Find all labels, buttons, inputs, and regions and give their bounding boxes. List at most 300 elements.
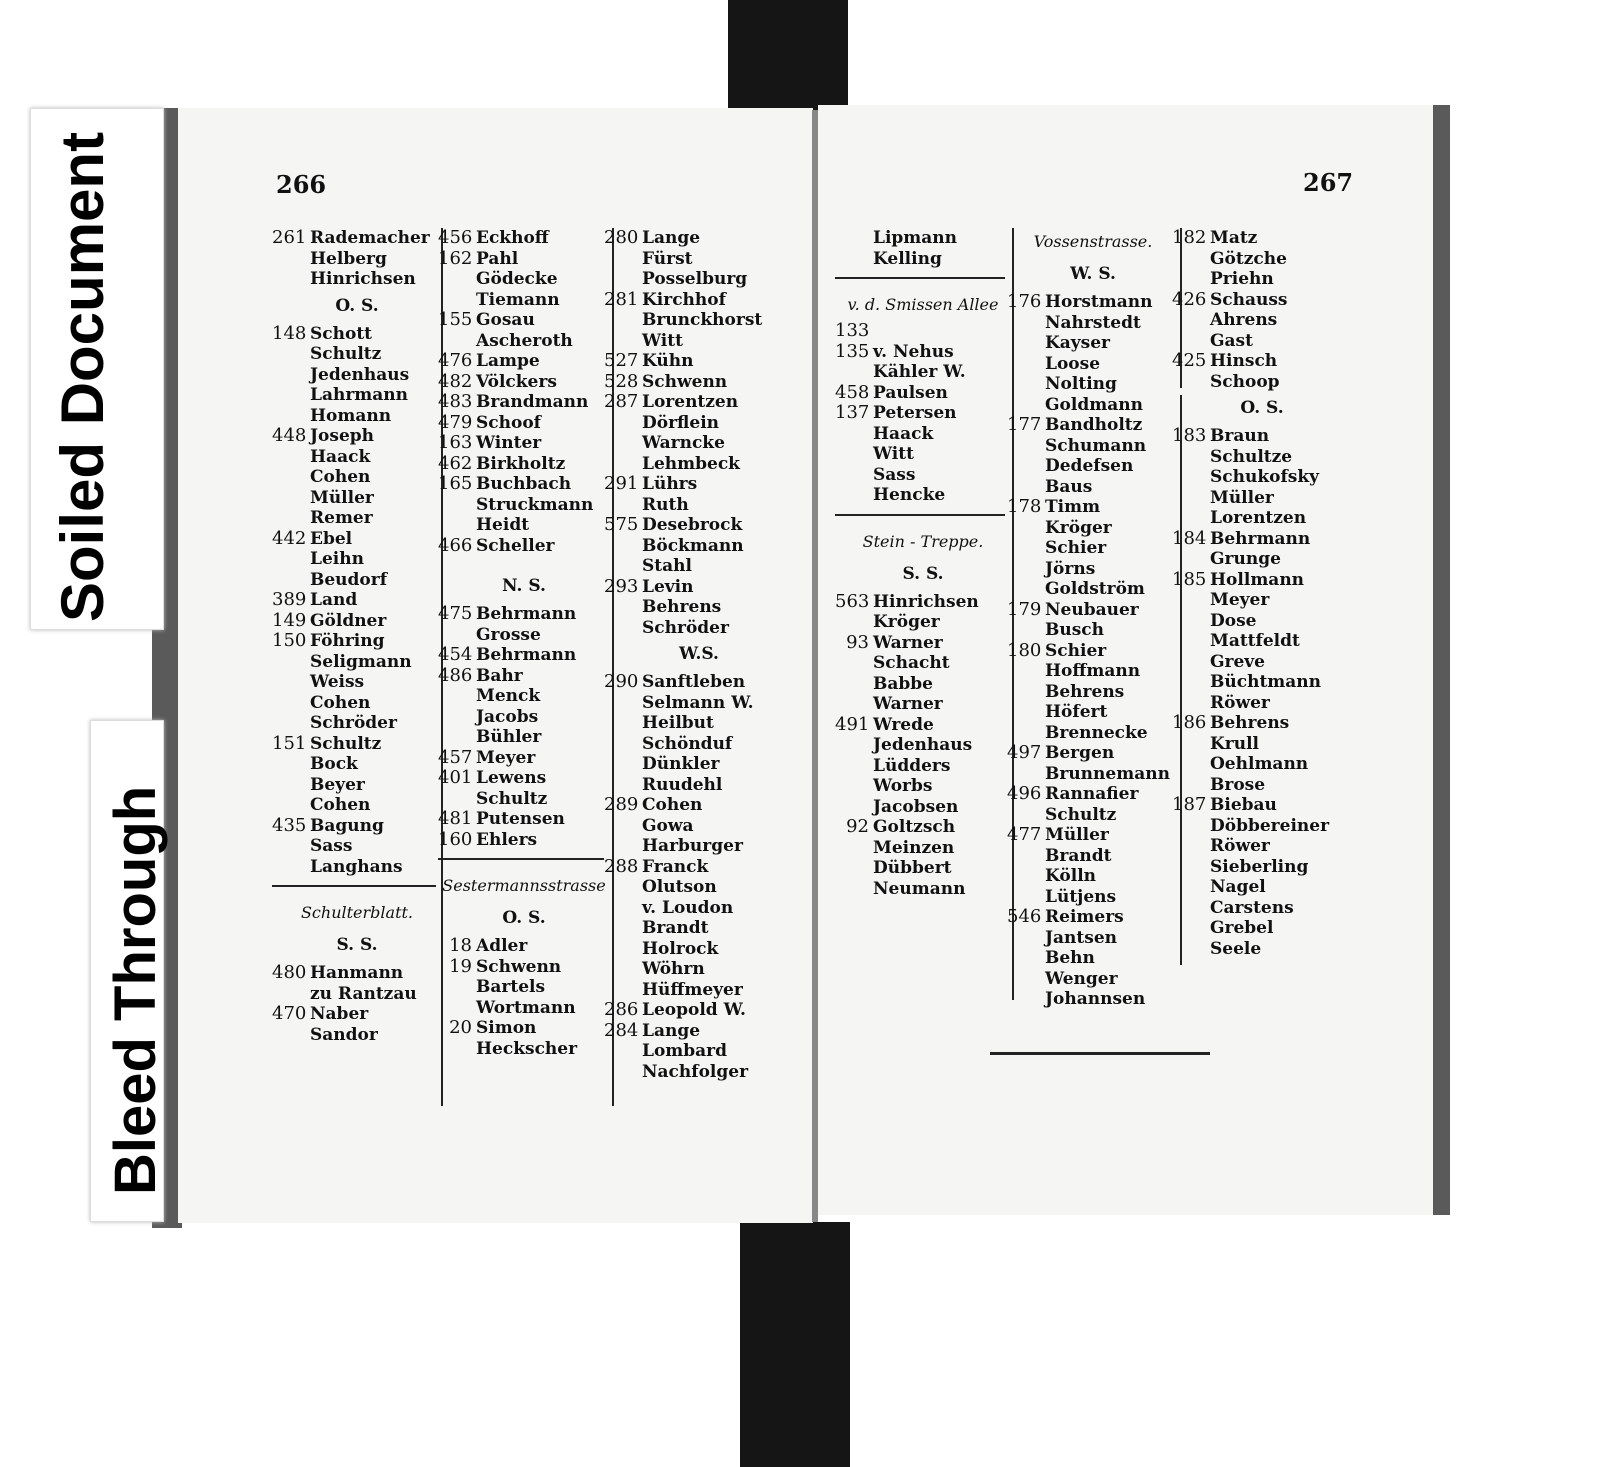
resident-name: Pahl (476, 248, 519, 269)
resident-name: Wrede (873, 714, 934, 735)
directory-entry (604, 372, 794, 393)
house-number: 176 (1007, 291, 1042, 312)
house-number: 575 (604, 514, 639, 535)
directory-entry (1172, 228, 1352, 249)
directory-entry (272, 426, 442, 447)
directory-entry (1172, 467, 1352, 488)
side-heading: O. S. (1240, 398, 1284, 418)
directory-entry (1172, 508, 1352, 529)
resident-name: Cohen (310, 467, 371, 487)
directory-entry (272, 365, 442, 386)
resident-name: Krull (1210, 733, 1260, 754)
directory-entry (1172, 836, 1352, 857)
directory-entry (835, 858, 1011, 879)
resident-name: Lombard (642, 1041, 728, 1061)
directory-entry (1172, 918, 1352, 939)
resident-name: Leopold W. (642, 1000, 746, 1020)
directory-entry (1172, 249, 1352, 270)
page-number-right: 267 (1303, 168, 1354, 197)
resident-name: Lipmann (873, 228, 958, 248)
directory-entry (272, 249, 442, 270)
resident-name: Goltzsch (873, 817, 956, 837)
resident-name: Mattfeldt (1210, 631, 1300, 651)
directory-entry (604, 495, 794, 516)
resident-name: Schier (1045, 640, 1107, 661)
directory-entry (272, 590, 442, 611)
directory-entry (1172, 372, 1352, 393)
house-number: 401 (438, 767, 473, 788)
house-number: 150 (272, 630, 307, 651)
house-number: 18 (449, 935, 472, 956)
directory-entry (835, 465, 1011, 486)
directory-entry (438, 666, 610, 687)
resident-name: Joseph (310, 426, 375, 446)
directory-entry (835, 633, 1011, 654)
directory-entry (1007, 764, 1179, 785)
directory-entry (1172, 939, 1352, 960)
resident-name: Jedenhaus (310, 364, 410, 385)
house-number: 19 (449, 955, 472, 977)
resident-name: Lange (642, 1020, 701, 1041)
house-number: 180 (1007, 639, 1042, 661)
resident-name: Völckers (476, 371, 557, 392)
house-number: 165 (438, 473, 473, 494)
resident-name: Bandholtz (1045, 415, 1143, 435)
resident-name: Simon (476, 1018, 537, 1038)
resident-name: Kelling (873, 248, 942, 269)
house-number: 183 (1172, 425, 1207, 446)
resident-name: Lewens (476, 768, 547, 788)
directory-entry (1172, 331, 1352, 352)
house-number: 186 (1172, 712, 1207, 733)
end-rule (990, 1052, 1210, 1055)
resident-name: Helberg (310, 248, 387, 269)
directory-entry (272, 672, 442, 693)
directory-entry (272, 549, 442, 570)
resident-name: Bock (310, 754, 358, 774)
resident-name: Röwer (1210, 692, 1270, 713)
resident-name: Desebrock (642, 515, 743, 535)
directory-entry (272, 1004, 442, 1025)
directory-entry (272, 467, 442, 488)
house-number: 563 (835, 590, 870, 612)
directory-entry (272, 385, 442, 406)
resident-name: Weiss (310, 672, 365, 692)
resident-name: Jacobs (476, 706, 539, 727)
resident-name: Schultz (476, 788, 548, 809)
directory-entry (604, 331, 794, 352)
resident-name: Nachfolger (642, 1061, 749, 1082)
resident-name: Harburger (642, 836, 743, 856)
directory-entry (1007, 395, 1179, 416)
resident-name: Röwer (1210, 836, 1270, 856)
resident-name: Goldmann (1045, 394, 1143, 415)
directory-entry (604, 672, 794, 693)
resident-name: Schacht (873, 653, 950, 673)
directory-entry (835, 879, 1011, 900)
resident-name: Hanmann (310, 963, 404, 983)
side-heading: W. S. (1070, 264, 1116, 284)
directory-entry (835, 424, 1011, 445)
house-number: 486 (438, 664, 473, 686)
resident-name: Menck (476, 686, 541, 706)
directory-entry (438, 830, 610, 851)
house-number: 281 (604, 288, 639, 310)
resident-name: Kölln (1045, 866, 1097, 886)
resident-name: Babbe (873, 673, 933, 694)
resident-name: Gowa (642, 815, 694, 836)
house-number: 137 (835, 402, 870, 423)
resident-name: Lorentzen (1210, 508, 1307, 528)
resident-name: Behrens (1045, 681, 1125, 702)
directory-entry (604, 898, 794, 919)
directory-entry (604, 351, 794, 372)
bleed-through-label: Bleed Through (103, 785, 168, 1195)
directory-entry (438, 1039, 610, 1060)
house-number: 442 (272, 527, 307, 549)
section-rule (835, 277, 1005, 279)
directory-entry (1172, 816, 1352, 837)
directory-entry (438, 936, 610, 957)
resident-name: Nahrstedt (1045, 312, 1141, 333)
directory-entry (604, 1021, 794, 1042)
resident-name: Gödecke (476, 269, 558, 289)
directory-entry (272, 963, 442, 984)
directory-entry (1007, 887, 1179, 908)
resident-name: Jörns (1045, 558, 1096, 579)
directory-entry (1007, 415, 1179, 436)
directory-entry (1007, 600, 1179, 621)
directory-entry (604, 433, 794, 454)
directory-entry (1007, 907, 1179, 928)
resident-name: Eckhoff (476, 228, 549, 248)
directory-entry (1007, 846, 1179, 867)
directory-entry (1172, 652, 1352, 673)
page-number-left: 266 (276, 170, 327, 199)
directory-entry (604, 474, 794, 495)
resident-name: Heckscher (476, 1038, 578, 1059)
resident-name: v. Loudon (642, 897, 734, 918)
resident-name: Putensen (476, 809, 565, 829)
directory-entry (1007, 948, 1179, 969)
house-number: 289 (604, 794, 639, 815)
directory-entry (1007, 805, 1179, 826)
resident-name: Braun (1210, 426, 1270, 446)
resident-name: Hinrichsen (873, 591, 979, 612)
resident-name: Dübbert (873, 858, 952, 878)
directory-entry (1007, 497, 1179, 518)
directory-entry (1172, 590, 1352, 611)
house-number: 92 (846, 816, 869, 837)
resident-name: Adler (476, 936, 528, 956)
directory-entry (1172, 631, 1352, 652)
resident-name: Bartels (476, 977, 546, 997)
resident-name: Carstens (1210, 897, 1294, 918)
resident-name: Schultz (310, 733, 382, 754)
house-number: 133 (835, 320, 870, 341)
resident-name: Wenger (1045, 968, 1118, 989)
resident-name: Fürst (642, 248, 693, 269)
directory-entry (1007, 784, 1179, 805)
resident-name: Jedenhaus (873, 735, 973, 755)
directory-entry (438, 977, 610, 998)
resident-name: Lütjens (1045, 886, 1117, 907)
resident-name: Beudorf (310, 569, 388, 590)
resident-name: Sanftleben (642, 672, 746, 692)
directory-entry (604, 597, 794, 618)
house-number: 466 (438, 534, 473, 556)
resident-name: Behrmann (476, 604, 577, 624)
directory-entry (1007, 620, 1179, 641)
directory-entry (1172, 351, 1352, 372)
directory-entry (835, 694, 1011, 715)
resident-name: Schönduf (642, 733, 733, 754)
directory-entry (604, 577, 794, 598)
resident-name: Gast (1210, 330, 1253, 351)
directory-entry (604, 1062, 794, 1083)
directory-entry (835, 817, 1011, 838)
directory-entry (1172, 269, 1352, 290)
resident-name: Hencke (873, 485, 946, 505)
directory-entry (835, 403, 1011, 424)
house-number: 148 (272, 322, 307, 344)
directory-entry (438, 249, 610, 270)
directory-entry (604, 980, 794, 1001)
resident-name: Grunge (1210, 549, 1281, 569)
directory-entry (835, 838, 1011, 859)
directory-entry (1007, 866, 1179, 887)
directory-entry (835, 444, 1011, 465)
directory-entry (272, 693, 442, 714)
directory-entry (438, 998, 610, 1019)
resident-name: Behrens (642, 597, 722, 617)
directory-entry (604, 918, 794, 939)
directory-entry (438, 290, 610, 311)
resident-name: Seligmann (310, 651, 412, 672)
section-rule (272, 885, 436, 887)
resident-name: Götzche (1210, 248, 1287, 269)
directory-entry (438, 228, 610, 249)
resident-name: Haack (310, 446, 371, 467)
resident-name: Seele (1210, 938, 1262, 959)
resident-name: Brose (1210, 774, 1266, 795)
resident-name: Dedefsen (1045, 456, 1134, 476)
resident-name: Scheller (476, 535, 555, 556)
house-number: 435 (272, 814, 307, 836)
resident-name: Kröger (873, 612, 940, 632)
side-heading: O. S. (335, 295, 379, 316)
directory-entry (438, 351, 610, 372)
resident-name: Posselburg (642, 269, 748, 289)
directory-entry (604, 713, 794, 734)
directory-entry (604, 939, 794, 960)
resident-name: Behrens (1210, 713, 1290, 733)
directory-entry (604, 454, 794, 475)
resident-name: Ascheroth (476, 330, 573, 351)
resident-name: Remer (310, 508, 373, 528)
directory-entry (604, 877, 794, 898)
resident-name: Hinsch (1210, 351, 1278, 371)
resident-name: Lehmbeck (642, 453, 740, 474)
resident-name: Lahrmann (310, 385, 409, 405)
directory-entry (1172, 754, 1352, 775)
directory-entry (272, 228, 442, 249)
house-number: 291 (604, 473, 639, 494)
directory-entry (1172, 898, 1352, 919)
directory-entry (272, 447, 442, 468)
resident-name: Hoffmann (1045, 661, 1141, 681)
directory-entry (272, 344, 442, 365)
resident-name: Land (310, 590, 358, 610)
directory-entry (604, 413, 794, 434)
directory-entry (1172, 549, 1352, 570)
resident-name: Franck (642, 856, 709, 877)
house-number: 135 (835, 340, 870, 362)
directory-entry (604, 392, 794, 413)
resident-name: Döbbereiner (1210, 815, 1330, 836)
resident-name: Olutson (642, 877, 717, 897)
resident-name: Johannsen (1045, 989, 1146, 1009)
resident-name: Jacobsen (873, 796, 959, 817)
directory-entry (1172, 775, 1352, 796)
directory-entry (272, 406, 442, 427)
directory-entry (272, 775, 442, 796)
resident-name: Hinrichsen (310, 269, 416, 289)
resident-name: Schoof (476, 412, 541, 433)
resident-name: Wöhrn (642, 959, 705, 979)
resident-name: Jantsen (1045, 927, 1118, 948)
directory-entry (272, 269, 442, 290)
soiled-document-label: Soiled Document (49, 131, 116, 622)
directory-entry (438, 957, 610, 978)
directory-entry (272, 836, 442, 857)
directory-entry (604, 795, 794, 816)
house-number: 163 (438, 432, 473, 453)
resident-name: Lüdders (873, 755, 951, 776)
directory-entry (1172, 290, 1352, 311)
directory-entry (438, 536, 610, 557)
resident-name: Tiemann (476, 289, 560, 310)
resident-name: Lorentzen (642, 392, 739, 412)
resident-name: Behrmann (476, 645, 577, 665)
resident-name: Schukofsky (1210, 467, 1320, 487)
resident-name: Schier (1045, 538, 1107, 558)
resident-name: Föhring (310, 631, 385, 651)
resident-name: Wortmann (476, 997, 576, 1018)
directory-entry (835, 321, 1011, 342)
directory-entry (438, 707, 610, 728)
directory-entry (272, 652, 442, 673)
resident-name: Bühler (476, 727, 542, 747)
resident-name: Brunnemann (1045, 763, 1170, 784)
directory-entry (604, 618, 794, 639)
house-number: 527 (604, 350, 639, 371)
resident-name: Grosse (476, 624, 541, 645)
house-number: 496 (1007, 783, 1042, 804)
directory-entry (604, 959, 794, 980)
house-number: 177 (1007, 414, 1042, 435)
resident-name: Stahl (642, 556, 692, 576)
resident-name: Gosau (476, 310, 535, 330)
resident-name: Meyer (1210, 590, 1270, 610)
directory-entry (272, 857, 442, 878)
directory-entry (1172, 426, 1352, 447)
resident-name: Schoop (1210, 371, 1280, 392)
resident-name: Grebel (1210, 918, 1274, 938)
directory-entry (1007, 928, 1179, 949)
resident-name: Ehlers (476, 829, 538, 850)
directory-entry (1172, 611, 1352, 632)
resident-name: Priehn (1210, 269, 1274, 289)
bookmark-ribbon-bottom (740, 1222, 850, 1467)
directory-entry (272, 529, 442, 550)
directory-entry (835, 797, 1011, 818)
resident-name: Holrock (642, 938, 719, 959)
resident-name: Schumann (1045, 435, 1147, 456)
house-number: 20 (449, 1017, 472, 1038)
street-heading: v. d. Smissen Allee (847, 295, 999, 314)
house-number: 458 (835, 381, 870, 403)
resident-name: Ruudehl (642, 774, 723, 795)
directory-entry (272, 795, 442, 816)
directory-entry (1007, 354, 1179, 375)
directory-entry (604, 693, 794, 714)
house-number: 155 (438, 309, 473, 330)
directory-entry (438, 748, 610, 769)
section-rule (835, 514, 1005, 516)
resident-name: Petersen (873, 403, 957, 423)
house-number: 497 (1007, 742, 1042, 763)
directory-entry (1172, 310, 1352, 331)
side-heading: S. S. (336, 935, 378, 955)
directory-entry (1007, 682, 1179, 703)
resident-name: Schwenn (642, 371, 728, 392)
house-number: 284 (604, 1019, 639, 1041)
street-heading: Stein - Treppe. (862, 531, 984, 551)
resident-name: Sieberling (1210, 856, 1309, 877)
side-heading: O. S. (502, 908, 546, 928)
house-number: 491 (835, 713, 870, 735)
house-number: 93 (846, 631, 869, 653)
resident-name: Schultz (310, 344, 382, 364)
resident-name: Böckmann (642, 535, 744, 556)
house-number: 482 (438, 370, 473, 392)
resident-name: Selmann W. (642, 692, 754, 713)
directory-entry (438, 331, 610, 352)
resident-name: Baus (1045, 476, 1093, 497)
house-number: 456 (438, 227, 473, 248)
resident-name: v. Nehus (873, 341, 954, 362)
house-number: 528 (604, 370, 639, 392)
directory-entry (438, 645, 610, 666)
directory-entry (272, 734, 442, 755)
directory-entry (438, 269, 610, 290)
directory-entry (1007, 825, 1179, 846)
directory-entry (438, 310, 610, 331)
resident-name: Biebau (1210, 795, 1277, 815)
resident-name: Kirchhof (642, 289, 726, 310)
resident-name: Goldström (1045, 579, 1145, 599)
resident-name: Beyer (310, 774, 365, 795)
resident-name: Kähler W. (873, 362, 966, 382)
resident-name: Hollmann (1210, 569, 1305, 590)
directory-entry (604, 754, 794, 775)
directory-entry (1007, 641, 1179, 662)
directory-entry (438, 686, 610, 707)
resident-name: zu Rantzau (310, 983, 417, 1004)
resident-name: Matz (1210, 228, 1258, 248)
directory-entry (1172, 713, 1352, 734)
